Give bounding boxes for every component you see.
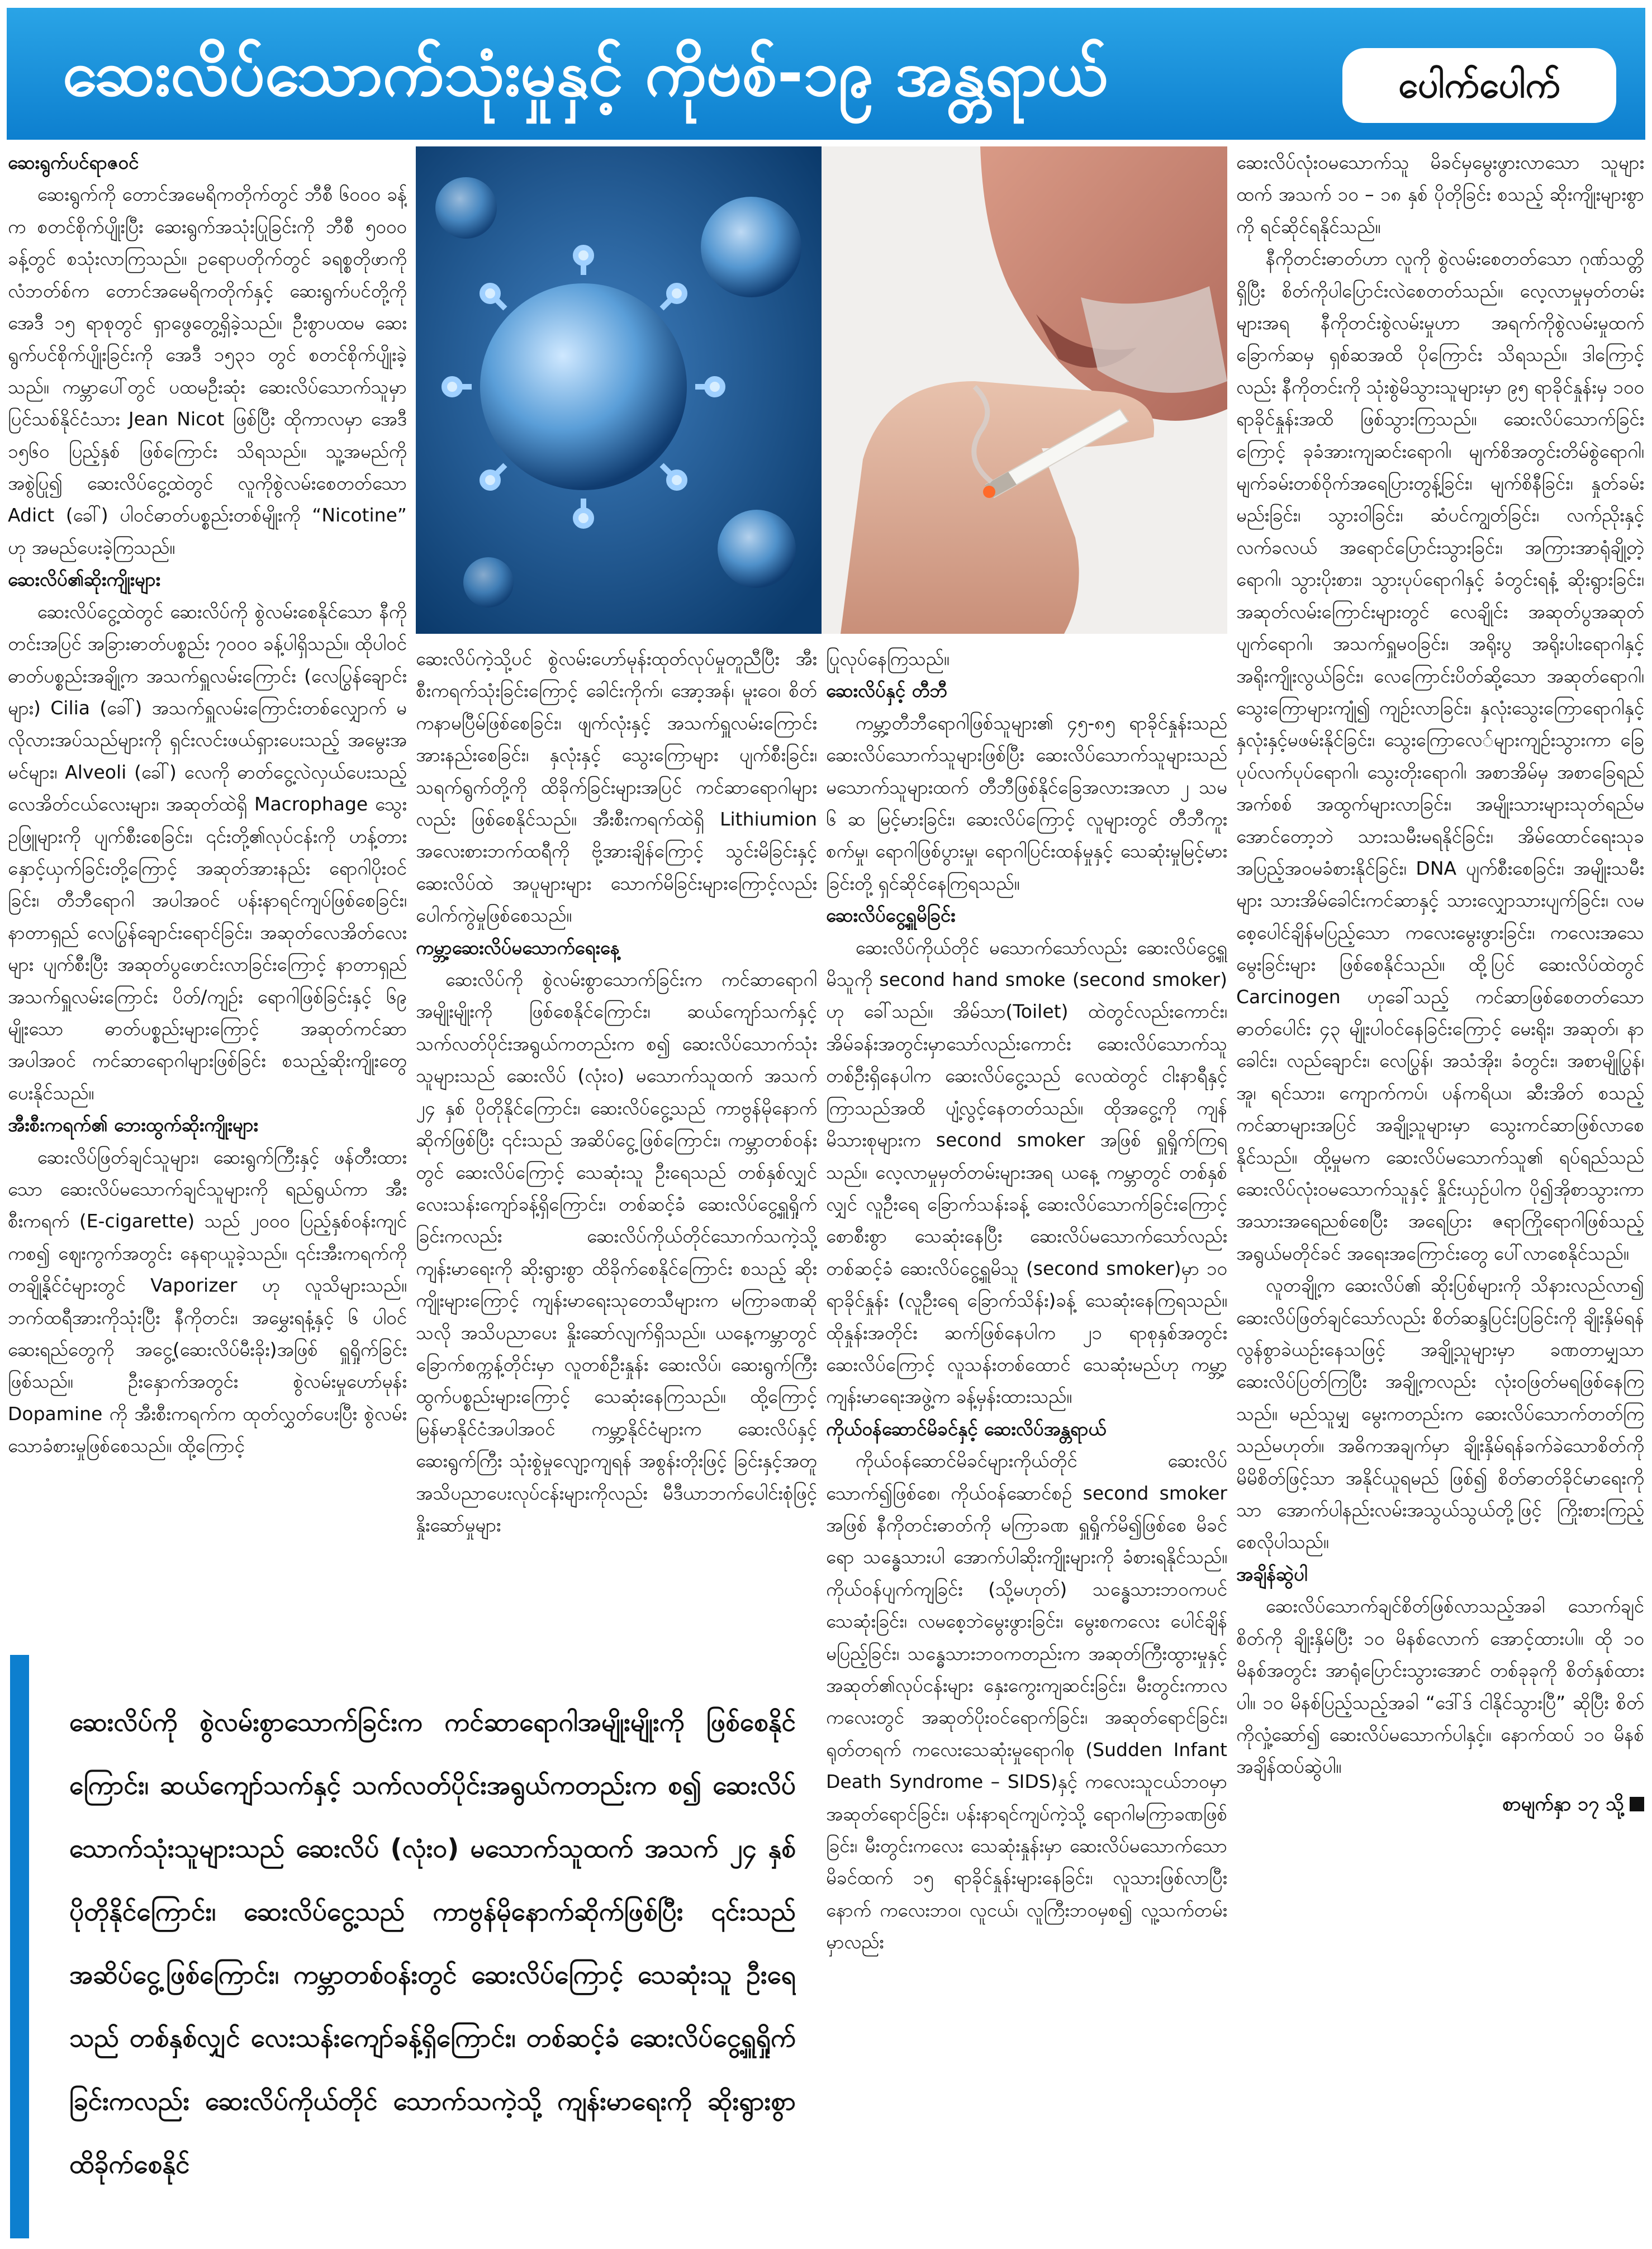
paragraph: ဆေးလိပ်သောက်ချင်စိတ်ဖြစ်လာသည့်အခါ သောက်ချင်စိတ်ကို ချိုးနှိမ်ပြီး ၁၀ မိနစ်လောက် အောင့်ထားပါ။ ထို ၁၀ မိနစ်အတွင်း အာရုံပြောင်းသွားအောင် တစ်ခုခုကို စိတ်နှစ်ထားပါ။ ၁၀ မိနစ်ပြည့်သည့်အခါ “ဒေါ်ဒ် ငါနိုင်သွားပြီ” ဆိုပြီး စိတ်ကိုလှုံ့ဆော်၍ ဆေးလိပ်မသောက်ပါနှင့်။ နောက်ထပ် ၁၀ မိနစ် အချိန်ထပ်ဆွဲပါ။: [1236, 1595, 1644, 1778]
paragraph: ကမ္ဘာ့တီဘီရောဂါဖြစ်သူများ၏ ၄၅-၈၅ ရာခိုင်နှုန်းသည် ဆေးလိပ်သောက်သူများဖြစ်ပြီး ဆေးလိပ်သောက်သူများသည် မသောက်သူများထက် တီဘီဖြစ်နိုင်ခြေအလားအလာ ၂ သမ ၆ ဆ မြင့်မားခြင်း၊ ဆေးလိပ်ကြောင့် လူများတွင် တီဘီကူးစက်မှု၊ ရောဂါဖြစ်ပွားမှု၊ ရောဂါပြင်းထန်မှုနှင့် သေဆုံးမှုမြင့်မားခြင်းတို့ ရှင်ဆိုင်နေကြရသည်။: [826, 711, 1227, 894]
smoker-with-cigarette: [822, 146, 1227, 634]
pull-quote: [8, 1652, 817, 2241]
paragraph: ဆေးရွက်ကို တောင်အမေရိကတိုက်တွင် ဘီစီ ၆၀၀၀ ခန့်က စတင်စိုက်ပျိုးပြီး ဆေးရွက်အသုံးပြုခြင်းကို ဘီစီ ၅၀၀၀ ခန့်တွင် စသုံးလာကြသည်။ ဥရောပတိုက်တွင် ခရစ္စတိုဖာကိုလံဘတ်စ်က တောင်အမေရိကတိုက်နှင့် ဆေးရွက်ပင်တို့ကို အေဒီ ၁၅ ရာစုတွင် ရှာဖွေတွေ့ရှိခဲ့သည်။ ဦးစွာပထမ ဆေးရွက်ပင်စိုက်ပျိုးခြင်းကို အေဒီ ၁၅၃၁ တွင် စတင်စိုက်ပျိုးခဲ့သည်။ ကမ္ဘာပေါ်တွင် ပထမဦးဆုံး ဆေးလိပ်သောက်သူမှာ ပြင်သစ်နိုင်ငံသား Jean Nicot ဖြစ်ပြီး ထိုကာလမှာ အေဒီ ၁၅၆၀ ပြည့်နှစ် ဖြစ်ကြောင်း သိရသည်။ သူ့အမည်ကို အစွဲပြု၍ ဆေးလိပ်ငွေ့ထဲတွင် လူကိုစွဲလမ်းစေတတ်သော Adict (ခေါ်) ပါဝင်ဓာတ်ပစ္စည်းတစ်မျိုးကို “Nicotine” ဟု အမည်ပေးခဲ့ကြသည်။: [8, 183, 407, 558]
end-square-icon: [1630, 1797, 1644, 1811]
section-heading: ဆေးရွက်ပင်ရာဇဝင်: [8, 151, 139, 173]
page-title: ဆေးလိပ်သောက်သုံးမှုနှင့် ကိုဗစ်-၁၉ အန္တရာယ်: [63, 37, 1108, 110]
paragraph: ဆေးလိပ်ကို စွဲလမ်းစွာသောက်ခြင်းက ကင်ဆာရောဂါအမျိုးမျိုးကို ဖြစ်စေနိုင်ကြောင်း၊ ဆယ်ကျော်သက်နှင့် သက်လတ်ပိုင်းအရွယ်ကတည်းက စ၍ ဆေးလိပ်သောက်သုံးသူများသည် ဆေးလိပ် (လုံးဝ) မသောက်သူထက် အသက် ၂၄ နှစ် ပိုတိုနိုင်ကြောင်း၊ ဆေးလိပ်ငွေ့သည် ကာဗွန်မိုနောက်ဆိုက်ဖြစ်ပြီး ၎င်းသည် အဆိပ်ငွေ့ဖြစ်ကြောင်း၊ ကမ္ဘာတစ်ဝန်းတွင် ဆေးလိပ်ကြောင့် သေဆုံးသူ ဦးရေသည် တစ်နှစ်လျှင် လေးသန်းကျော်ခန့်ရှိကြောင်း၊ တစ်ဆင့်ခံ ဆေးလိပ်ငွေ့ရှူရှိုက်ခြင်းကလည်း ဆေးလိပ်ကိုယ်တိုင်သောက်သကဲ့သို့ ကျန်းမာရေးကို ဆိုးရွားစွာ ထိခိုက်စေနိုင်ကြောင်း စသည့် ဆိုးကျိုးများကြောင့် ကျန်းမာရေးသုတေသီများက မကြာခဏဆိုသလို အသိပညာပေး နှိုးဆော်လျက်ရှိသည်။ ယနေ့ကမ္ဘာတွင် ခြောက်စက္ကန့်တိုင်းမှာ လူတစ်ဦးနှုန်း ဆေးလိပ်၊ ဆေးရွက်ကြီးထွက်ပစ္စည်းများကြောင့် သေဆုံးနေကြသည်။ ထို့ကြောင့် မြန်မာနိုင်ငံအပါအဝင် ကမ္ဘာ့နိုင်ငံများက ဆေးလိပ်နှင့် ဆေးရွက်ကြီး သုံးစွဲမှုလျော့ကျရန် အစွန်းတိုးဖြင့် ခြင်းနှင့်အတူ အသိပညာပေးလုပ်ငန်းများကိုလည်း မီဒီယာဘက်ပေါင်းစုံဖြင့် နှိုးဆော်မှုများ: [416, 969, 817, 1536]
virus-illustration: [416, 146, 822, 634]
title-banner: [7, 8, 1645, 140]
paragraph: ဆေးလိပ်ငွေ့ထဲတွင် ဆေးလိပ်ကို စွဲလမ်းစေနိုင်သော နီကိုတင်းအပြင် အခြားဓာတ်ပစ္စည်း ၇၀၀၀ ခန့်ပါရှိသည်။ ထိုပါဝင်ဓာတ်ပစ္စည်းအချို့က အသက်ရှူလမ်းကြောင်း (လေပြွန်ချောင်းများ) Cilia (ခေါ်) အသက်ရှူလမ်းကြောင်းတစ်လျှောက် မလိုလားအပ်သည်များကို ရှင်းလင်းဖယ်ရှားပေးသည့် အမွေးအမင်များ၊ Alveoli (ခေါ်) လေကို ဓာတ်ငွေ့လဲလှယ်ပေးသည့် လေအိတ်ငယ်လေးများ၊ အဆုတ်ထဲရှိ Macrophage သွေးဥဖြူများကို ပျက်စီးစေခြင်း၊ ၎င်းတို့၏လုပ်ငန်းကို ဟန့်တားနှောင့်ယှက်ခြင်းတို့ကြောင့် အဆုတ်အားနည်း ရောဂါပိုးဝင်ခြင်း၊ တီဘီရောဂါ အပါအဝင် ပန်းနာရင်ကျပ်ဖြစ်စေခြင်း၊ နာတာရှည် လေပြွန်ချောင်းရောင်ခြင်း၊ အဆုတ်လေအိတ်လေးများ ပျက်စီးပြီး အဆုတ်ပွဖောင်းလာခြင်းကြောင့် နာတာရှည် အသက်ရှူလမ်းကြောင်း ပိတ်/ကျဉ်း ရောဂါဖြစ်ခြင်းနှင့် ၆၉ မျိုးသော ဓာတ်ပစ္စည်းများကြောင့် အဆုတ်ကင်ဆာ အပါအဝင် ကင်ဆာရောဂါများဖြစ်ခြင်း စသည့်ဆိုးကျိုးတွေ ပေးနိုင်သည်။: [8, 600, 407, 1104]
paragraph: ပြုလုပ်နေကြသည်။: [826, 648, 950, 670]
paragraph: လူတချို့က ဆေးလိပ်၏ ဆိုးပြစ်များကို သိနားလည်လာ၍ ဆေးလိပ်ဖြတ်ချင်သော်လည်း စိတ်ဆန္ဒပြင်းပြခြင်းကို ချိုးနှိမ်ရန် လွန်စွာခဲယဉ်းနေသဖြင့် အချို့သူများမှာ ခဏတာမျှသာ ဆေးလိပ်ပြတ်ကြပြီး အချို့ကလည်း လုံးဝဖြတ်မရဖြစ်နေကြသည်။ မည်သူမျှ မွေးကတည်းက ဆေးလိပ်သောက်တတ်ကြသည်မဟုတ်။ အဓိကအချက်မှာ ချိုးနှိမ်ရန်ခက်ခဲသောစိတ်ကို မိမိစိတ်ဖြင့်သာ အနိုင်ယူရမည် ဖြစ်၍ စိတ်ဓာတ်ခိုင်မာရေးကိုသာ အောက်ပါနည်းလမ်းအသွယ်သွယ်တို့ဖြင့် ကြိုးစားကြည့်စေလိုပါသည်။: [1236, 1274, 1644, 1553]
paragraph: ဆေးလိပ်ကဲ့သို့ပင် စွဲလမ်းဟော်မုန်းထုတ်လုပ်မှုတူညီပြီး အီးစီးကရက်သုံးခြင်းကြောင့် ခေါင်းကိုက်၊ အော့အန်၊ မူးဝေ၊ စိတ်ကနာမပြီမ်ဖြစ်စေခြင်း၊ ဖျက်လုံးနှင့် အသက်ရှူလမ်းကြောင်း အားနည်းစေခြင်း၊ နှလုံးနှင့် သွေးကြောများ ပျက်စီးခြင်း၊ သရက်ရွက်တို့ကို ထိခိုက်ခြင်းများအပြင် ကင်ဆာရောဂါများလည်း ဖြစ်စေနိုင်သည်။ အီးစီးကရက်ထဲရှိ Lithiumion အလေးစားဘက်ထရီကို ဗို့အားချိန်ကြောင့် သွင်းမိခြင်းနှင့် ဆေးလိပ်ထဲ အပူများများ သောက်မိခြင်းများကြောင့်လည်း ပေါက်ကွဲမှုဖြစ်စေသည်။: [416, 648, 817, 927]
continued-on-page: [1236, 1788, 1644, 1820]
section-heading: ဆေးလိပ်နှင့် တီဘီ: [826, 680, 948, 702]
section-heading: ကိုယ်ဝန်ဆောင်မိခင်နှင့် ဆေးလိပ်အန္တရာယ်: [826, 1417, 1107, 1440]
continued-label: စာမျက်နှာ ၁၇ သို့: [1502, 1792, 1624, 1815]
author-tag: ပေါက်ပေါက်: [1342, 48, 1616, 123]
column-2: [416, 643, 817, 1640]
section-heading: ဆေးလိပ်၏ဆိုးကျိုးများ: [8, 568, 160, 591]
section-heading: ဆေးလိပ်ငွေ့ရှူမိခြင်း: [826, 904, 956, 927]
column-1: [8, 146, 407, 1644]
article-photo: [416, 146, 1227, 634]
quote-bar: [10, 1655, 29, 2238]
paragraph: နီကိုတင်းဓာတ်ဟာ လူကို စွဲလမ်းစေတတ်သော ဂုဏ်သတ္တိရှိပြီး စိတ်ကိုပါပြောင်းလဲစေတတ်သည်။ လေ့လာမှုမှတ်တမ်းများအရ နီကိုတင်းစွဲလမ်းမှုဟာ အရက်ကိုစွဲလမ်းမှုထက် ခြောက်ဆမှ ရှစ်ဆအထိ ပိုကြောင်း သိရသည်။ ဒါကြောင့်လည်း နီကိုတင်းကို သုံးစွဲမိသွားသူများမှာ ၉၅ ရာခိုင်နှုန်းမှ ၁၀၀ ရာခိုင်နှုန်းအထိ ဖြစ်သွားကြသည်။ ဆေးလိပ်သောက်ခြင်းကြောင့် ခုခံအားကျဆင်းရောဂါ၊ မျက်စိအတွင်းတိမ်စွဲရောဂါ၊ မျက်ခမ်းတစ်ဝိုက်အရေပြားတွန့်ခြင်း၊ မျက်စိနီခြင်း၊ နှုတ်ခမ်းမည်းခြင်း၊ သွားဝါခြင်း၊ ဆံပင်ကျွတ်ခြင်း၊ လက်ညိုးနှင့် လက်ခလယ် အရောင်ပြောင်းသွားခြင်း၊ အကြားအာရုံချို့တဲ့ရောဂါ၊ သွားပိုးစား၊ သွားပုပ်ရောဂါနှင့် ခံတွင်းရနံ့ ဆိုးရွားခြင်း၊ အဆုတ်လမ်းကြောင်းများတွင် လေချိုင်း အဆုတ်ပွအဆုတ်ပျက်ရောဂါ၊ အသက်ရှူမဝခြင်း၊ အရိုးပွ အရိုးပါးရောဂါနှင့် အရိုးကျိုးလွယ်ခြင်း၊ လေကြောင်းပိတ်ဆို့သော အဆုတ်ရောဂါ၊ သွေးကြောများကျုံ၍ ကျဉ်းလာခြင်း၊ နှလုံးသွေးကြောရောဂါနှင့် နှလုံးနှင့်မဖမ်းနိုင်ခြင်း၊ သွေးကြောလေ်များကျဉ်းသွားကာ ခြေပုပ်လက်ပုပ်ရောဂါ၊ သွေးတိုးရောဂါ၊ အစာအိမ်မှ အစာခြေရည်အက်စစ် အထွက်များလာခြင်း၊ အမျိုးသားများသုတ်ရည်မအောင်တော့ဘဲ သားသမီးမရနိုင်ခြင်း၊ အိမ်ထောင်ရေးသုခ အပြည့်အဝမခံစားနိုင်ခြင်း၊ DNA ပျက်စီးစေခြင်း၊ အမျိုးသမီးများ သားအိမ်ခေါင်းကင်ဆာနှင့် သားလျှောသားပျက်ခြင်း၊ လမစေ့ပေါင်ချိန်မပြည့်သော ကလေးမွေးဖွားခြင်း၊ ကလေးအသေမွေးခြင်းများ ဖြစ်စေနိုင်သည်။ ထို့ပြင် ဆေးလိပ်ထဲတွင် Carcinogen ဟုခေါ်သည့် ကင်ဆာဖြစ်စေတတ်သော ဓာတ်ပေါင်း ၄၃ မျိုးပါဝင်နေခြင်းကြောင့် မေးရိုး၊ အဆုတ်၊ နာခေါင်း၊ လည်ချောင်း၊ လေပြွန်၊ အသံအိုး၊ ခံတွင်း၊ အစာမျိုပြွန်၊ အူ၊ ရင်သား၊ ကျောက်ကပ်၊ ပန်ကရိယ၊ ဆီးအိတ် စသည့်ကင်ဆာများအပြင် အချို့သူများမှာ သွေးကင်ဆာဖြစ်လာစေနိုင်သည်။ ထို့မှုမက ဆေးလိပ်မသောက်သူ၏ ရပ်ရည်သည် ဆေးလိပ်လုံးဝမသောက်သူနှင့် နှိုင်းယှဉ်ပါက ပို၍အိုစာသွားကာ အသားအရေညစ်စေပြီး အရေပြား ဇရာကြိုရောဂါဖြစ်သည့် အရွယ်မတိုင်ခင် အရေးအကြောင်းတွေ ပေါ်လာစေနိုင်သည်။: [1236, 248, 1644, 1264]
pull-quote-text: ဆေးလိပ်ကို စွဲလမ်းစွာသောက်ခြင်းက ကင်ဆာရောဂါအမျိုးမျိုးကို ဖြစ်စေနိုင်ကြောင်း၊ ဆယ်ကျော်သက်နှင့် သက်လတ်ပိုင်းအရွယ်ကတည်းက စ၍ ဆေးလိပ်သောက်သုံးသူများသည် ဆေးလိပ် (လုံးဝ) မသောက်သူထက် အသက် ၂၄ နှစ် ပိုတိုနိုင်ကြောင်း၊ ဆေးလိပ်ငွေ့သည် ကာဗွန်မိုနောက်ဆိုက်ဖြစ်ပြီး ၎င်းသည် အဆိပ်ငွေ့ဖြစ်ကြောင်း၊ ကမ္ဘာတစ်ဝန်းတွင် ဆေးလိပ်ကြောင့် သေဆုံးသူ ဦးရေသည် တစ်နှစ်လျှင် လေးသန်းကျော်ခန့်ရှိကြောင်း၊ တစ်ဆင့်ခံ ဆေးလိပ်ငွေ့ရှူရှိုက်ခြင်းကလည်း ဆေးလိပ်ကိုယ်တိုင် သောက်သကဲ့သို့ ကျန်းမာရေးကို ဆိုးရွားစွာ ထိခိုက်စေနိုင်: [69, 1707, 796, 2179]
paragraph: ဆေးလိပ်ဖြတ်ချင်သူများ၊ ဆေးရွက်ကြီးနှင့် ဖန်တီးထားသော ဆေးလိပ်မသောက်ချင်သူများကို ရည်ရွယ်ကာ အီးစီးကရက် (E-cigarette) သည် ၂၀၀၀ ပြည့်နှစ်ဝန်းကျင်ကစ၍ ဈေးကွက်အတွင်း နေရာယူခဲ့သည်။ ၎င်းအီးကရက်ကို တချို့နိုင်ငံများတွင် Vaporizer ဟု လူသိများသည်။ ဘက်ထရီအားကိုသုံးပြီး နီကိုတင်း၊ အမွှေးရနံ့နှင့် ၆ ပါဝင်ဆေးရည်တွေကို အငွေ့(ဆေးလိပ်မီးခိုး)အဖြစ် ရှူရှိုက်ခြင်းဖြစ်သည်။ ဦးနှောက်အတွင်း စွဲလမ်းမှုဟော်မုန်း Dopamine ကို အီးစီးကရက်က ထုတ်လွှတ်ပေးပြီး စွဲလမ်းသောခံစားမှုဖြစ်စေသည်။ ထို့ကြောင့်: [8, 1146, 407, 1457]
section-heading: အချိန်ဆွဲပါ: [1236, 1563, 1308, 1585]
virus-large-icon: [444, 248, 723, 526]
paragraph: ကိုယ်ဝန်ဆောင်မိခင်များကိုယ်တိုင် ဆေးလိပ်သောက်၍ဖြစ်စေ၊ ကိုယ်ဝန်ဆောင်စဉ် second smoker အဖြစ် နီကိုတင်းဓာတ်ကို မကြာခဏ ရှူရှိုက်မိ၍ဖြစ်စေ မိခင်ရော သန္ဓေသားပါ အောက်ပါဆိုးကျိုးများကို ခံစားရနိုင်သည်။ ကိုယ်ဝန်ပျက်ကျခြင်း (သို့မဟုတ်) သန္ဓေသားဘဝကပင် သေဆုံးခြင်း၊ လမစေ့ဘဲမွေးဖွားခြင်း၊ မွေးစကလေး ပေါင်ချိန် မပြည့်ခြင်း၊ သန္ဓေသားဘဝကတည်းက အဆုတ်ကြီးထွားမှုနှင့် အဆုတ်၏လုပ်ငန်းများ နှေးကွေးကျဆင်းခြင်း၊ မီးတွင်းကာလ ကလေးတွင် အဆုတ်ပိုးဝင်ရောက်ခြင်း၊ အဆုတ်ရောင်ခြင်း၊ ရုတ်တရက် ကလေးသေဆုံးမှုရောဂါစု (Sudden Infant Death Syndrome – SIDS)နှင့် ကလေးသူငယ်ဘဝမှာ အဆုတ်ရောင်ခြင်း၊ ပန်းနာရင်ကျပ်ကဲ့သို့ ရောဂါမကြာခဏဖြစ်ခြင်း၊ မီးတွင်းကလေး သေဆုံးနှုန်းမှာ ဆေးလိပ်မသောက်သော မိခင်ထက် ၁၅ ရာခိုင်နှုန်းများနေခြင်း၊ လူသားဖြစ်လာပြီးနောက် ကလေးဘဝ၊ လူငယ်၊ လူကြီးဘဝမှစ၍ လူ့သက်တမ်းမှာလည်း: [826, 1450, 1227, 1953]
section-heading: အီးစီးကရက်၏ ဘေးထွက်ဆိုးကျိုးများ: [8, 1114, 258, 1136]
paragraph: ဆေးလိပ်ကိုယ်တိုင် မသောက်သော်လည်း ဆေးလိပ်ငွေ့ရှူမိသူကို second hand smoke (second smoker) ဟု ခေါ်သည်။ အိမ်သာ(Toilet) ထဲတွင်လည်းကောင်း၊ အိမ်ခန်းအတွင်းမှာသော်လည်းကောင်း ဆေးလိပ်သောက်သူတစ်ဦးရှိနေပါက ဆေးလိပ်ငွေ့သည် လေထဲတွင် ငါးနာရီနှင့်ကြာသည်အထိ ပျံ့လွင့်နေတတ်သည်။ ထိုအငွေ့ကို ကျန်မိသားစုများက second smoker အဖြစ် ရှူရှိုက်ကြရသည်။ လေ့လာမှုမှတ်တမ်းများအရ ယနေ့ ကမ္ဘာတွင် တစ်နှစ်လျှင် လူဦးရေ ခြောက်သန်းခန့် ဆေးလိပ်သောက်ခြင်းကြောင့် စောစီးစွာ သေဆုံးနေပြီး ဆေးလိပ်မသောက်သော်လည်း တစ်ဆင့်ခံ ဆေးလိပ်ငွေ့ရှူမိသူ (second smoker)မှာ ၁၀ ရာခိုင်နှုန်း (လူဦးရေ ခြောက်သိန်း)ခန့် သေဆုံးနေကြရသည်။ ထိုနှုန်းအတိုင်း ဆက်ဖြစ်နေပါက ၂၁ ရာစုနှစ်အတွင်း ဆေးလိပ်ကြောင့် လူသန်းတစ်ထောင် သေဆုံးမည်ဟု ကမ္ဘာ့ကျန်းမာရေးအဖွဲ့က ခန့်မှန်းထားသည်။: [826, 936, 1227, 1408]
section-heading: ကမ္ဘာ့ဆေးလိပ်မသောက်ရေးနေ့: [416, 936, 620, 959]
column-4: [1236, 146, 1644, 2237]
paragraph: ဆေးလိပ်လုံးဝမသောက်သူ မိခင်မှမွေးဖွားလာသော သူများထက် အသက် ၁၀ – ၁၈ နှစ် ပိုတိုခြင်း စသည့် ဆိုးကျိုးများစွာကို ရင်ဆိုင်ရနိုင်သည်။: [1236, 151, 1644, 238]
column-3: [826, 643, 1227, 2241]
